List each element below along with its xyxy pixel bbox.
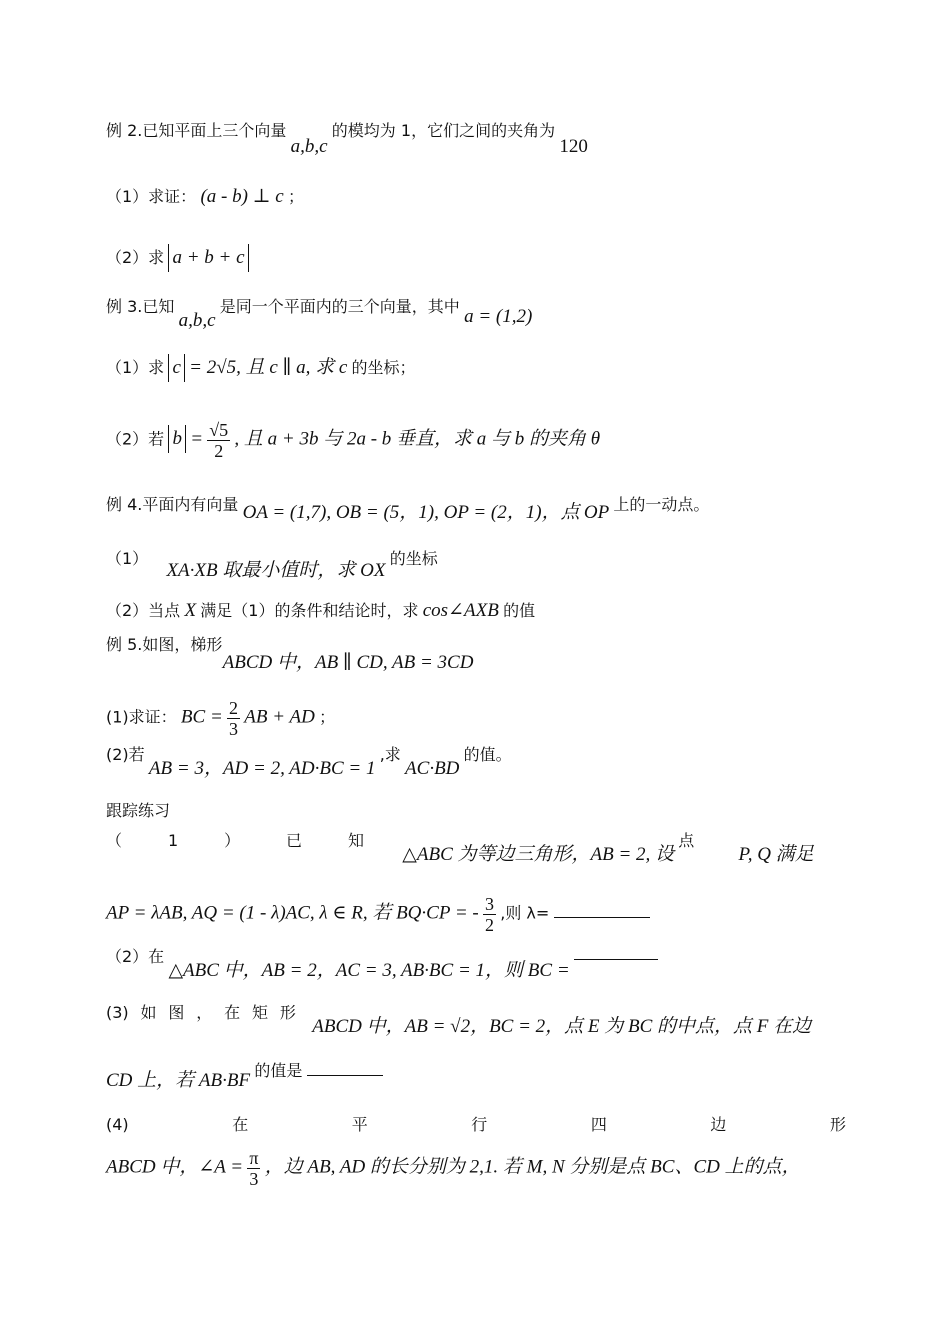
q4-num: π xyxy=(249,1148,259,1168)
q2-answer-blank[interactable] xyxy=(574,945,658,960)
q4-word: 形 xyxy=(829,1115,846,1134)
q1-label-part: 已 xyxy=(286,831,303,850)
ex3-statement xyxy=(106,296,846,331)
ex2-part2 xyxy=(106,244,846,272)
q3-label-part: 图 xyxy=(168,1003,185,1022)
ex5-p1-lhs: BC = xyxy=(180,706,223,728)
ex4-p2-x: X xyxy=(184,600,197,621)
ex4-p1-end: 的坐标 xyxy=(389,549,438,568)
ex4-p1-math: XA·XB 取最小值时，求 OX xyxy=(166,560,386,581)
ex2-statement xyxy=(106,120,846,157)
ex3-p2-num: √5 xyxy=(209,420,229,440)
q4-math2: ，边 AB, AD 的长分别为 2,1. 若 M, N 分别是点 BC、CD 上的点， xyxy=(264,1156,801,1178)
ex2-p2-label: （2）求 xyxy=(106,248,165,267)
q1-end: ,则 λ= xyxy=(500,903,550,923)
q4-word: 边 xyxy=(710,1115,727,1134)
ex4-p2-mid: 满足（1）的条件和结论时，求 xyxy=(200,601,419,620)
ex4-op: OP xyxy=(583,502,610,523)
ex3-p2-den: 2 xyxy=(214,441,224,461)
ex3-part2 xyxy=(106,420,846,461)
ex5-p2-mid: ,求 xyxy=(379,745,401,764)
q4-den: 3 xyxy=(249,1169,259,1189)
practice-q1-line1 xyxy=(106,830,846,865)
ex5-p1-label: (1)求证： xyxy=(106,707,177,727)
practice-q3-line2 xyxy=(106,1060,846,1091)
ex5-p2-label: (2)若 xyxy=(106,745,145,764)
ex2-part1 xyxy=(106,186,846,208)
ex3-part1 xyxy=(106,354,846,382)
ex4-p2-end: 的值 xyxy=(503,601,536,620)
ex2-p1-math: (a - b) ⊥ c xyxy=(200,186,284,207)
practice-heading-text: 跟踪练习 xyxy=(106,801,171,820)
q3-label-part: 矩 xyxy=(252,1003,269,1022)
practice-q1-label xyxy=(106,830,364,852)
q4-fraction xyxy=(247,1148,260,1189)
ex2-p1-label: （1）求证： xyxy=(106,187,197,206)
ex3-p2-fraction xyxy=(207,420,230,461)
practice-heading xyxy=(106,800,846,822)
q3-label-part: 形 xyxy=(279,1003,296,1022)
ex3-p1-end: 的坐标； xyxy=(351,358,416,377)
ex4-end: 上的一动点。 xyxy=(613,495,710,514)
ex4-p2-label: （2）当点 xyxy=(106,601,181,620)
ex2-p2-math: a + b + c xyxy=(168,244,248,272)
ex2-p1-end: ； xyxy=(287,187,304,206)
q1-label-part: 1 xyxy=(167,831,179,850)
ex5-p1-fraction xyxy=(227,698,240,739)
ex5-part1 xyxy=(106,698,846,739)
ex4-statement xyxy=(106,494,846,523)
ex3-p1-math: = 2√5, 且 c ∥ a, 求 c xyxy=(189,357,348,378)
q1-num: 3 xyxy=(485,894,494,914)
practice-q4-label xyxy=(106,1114,846,1136)
q2-label: （2）在 xyxy=(106,947,165,966)
ex5-p1-den: 3 xyxy=(229,719,239,739)
ex5-p1-num: 2 xyxy=(229,698,239,718)
ex5-prefix: 例 5.如图，梯形 xyxy=(106,635,223,654)
ex5-p1-rhs: AB + AD xyxy=(244,706,315,728)
q3-end: 的值是 xyxy=(254,1061,303,1080)
ex5-statement xyxy=(106,634,846,673)
q1-label-part: （ xyxy=(106,831,123,850)
q3-label-part: (3) xyxy=(106,1003,129,1022)
practice-q4-line1 xyxy=(106,1114,846,1136)
q4-word: 行 xyxy=(471,1115,488,1134)
q1-math: △ABC 为等边三角形，AB = 2, 设 xyxy=(402,844,675,865)
ex3-p2-rest: , 且 a + 3b 与 2a - b 垂直，求 a 与 b 的夹角 θ xyxy=(234,428,601,450)
ex2-prefix: 例 2.已知平面上三个向量 xyxy=(106,121,287,140)
q3-label-part: 在 xyxy=(224,1003,241,1022)
ex5-math: ABCD 中，AB ∥ CD, AB = 3CD xyxy=(222,652,474,673)
q3-math: ABCD 中，AB = √2，BC = 2，点 E 为 BC 的中点，点 F 在边 xyxy=(312,1016,812,1037)
ex4-part1 xyxy=(106,548,846,581)
practice-q3-line1 xyxy=(106,1002,846,1037)
ex5-p2-end: 的值。 xyxy=(463,745,512,764)
ex4-p2-math: cos∠AXB xyxy=(422,600,499,621)
q1-den: 2 xyxy=(485,915,494,935)
q4-word: 平 xyxy=(351,1115,368,1134)
ex4-part2 xyxy=(106,600,846,622)
q1-fraction xyxy=(483,894,496,935)
ex2-angle: 120 xyxy=(559,136,588,157)
practice-q2 xyxy=(106,946,846,981)
practice-q3-label xyxy=(106,1002,296,1024)
q4-word: 在 xyxy=(232,1115,249,1134)
ex5-part2 xyxy=(106,744,846,779)
q3-label-part: ， xyxy=(196,1003,213,1022)
q1-answer-blank[interactable] xyxy=(554,903,650,918)
practice-q4-line2 xyxy=(106,1148,846,1189)
ex4-p1-label: （1） xyxy=(106,549,149,568)
ex2-vars: a,b,c xyxy=(290,136,328,157)
ex3-p2-eq: = xyxy=(190,428,204,450)
q2-math: △ABC 中，AB = 2，AC = 3, AB·BC = 1，则 BC = xyxy=(168,960,570,981)
ex4-math: OA = (1,7), OB = (5，1), OP = (2，1)，点 xyxy=(242,502,580,523)
ex5-p2-math: AB = 3，AD = 2, AD·BC = 1 xyxy=(148,758,376,779)
q3-answer-blank[interactable] xyxy=(307,1061,383,1076)
ex3-p1-label: （1）求 xyxy=(106,358,165,377)
ex3-mid: 是同一个平面内的三个向量，其中 xyxy=(219,297,460,316)
q1-dian: 点 xyxy=(678,831,695,850)
q4-math1: ABCD 中，∠A = xyxy=(106,1156,244,1178)
q4-word: (4) xyxy=(106,1115,129,1134)
ex3-p2-label: （2）若 xyxy=(106,429,165,449)
ex2-mid: 的模均为 1，它们之间的夹角为 xyxy=(331,121,556,140)
ex3-prefix: 例 3.已知 xyxy=(106,297,175,316)
q1-label-part: 知 xyxy=(347,831,364,850)
practice-q1-line2 xyxy=(106,894,846,935)
q4-word: 四 xyxy=(590,1115,607,1134)
ex3-p1-c: c xyxy=(168,354,184,382)
ex3-p2-b: b xyxy=(168,425,186,453)
q1-pq: P, Q 满足 xyxy=(738,844,814,865)
ex3-avec: a = (1,2) xyxy=(464,306,533,327)
ex4-prefix: 例 4.平面内有向量 xyxy=(106,495,239,514)
ex5-p2-ask: AC·BD xyxy=(405,758,460,779)
q3-line2-math: CD 上，若 AB·BF xyxy=(106,1070,251,1091)
q1-label-part: ） xyxy=(224,831,241,850)
q3-label-part: 如 xyxy=(140,1003,157,1022)
q1-line2-math: AP = λAB, AQ = (1 - λ)AC, λ ∈ R, 若 BQ·CP = - xyxy=(106,902,479,924)
ex5-p1-end: ； xyxy=(319,707,336,727)
ex3-vars: a,b,c xyxy=(178,310,216,331)
